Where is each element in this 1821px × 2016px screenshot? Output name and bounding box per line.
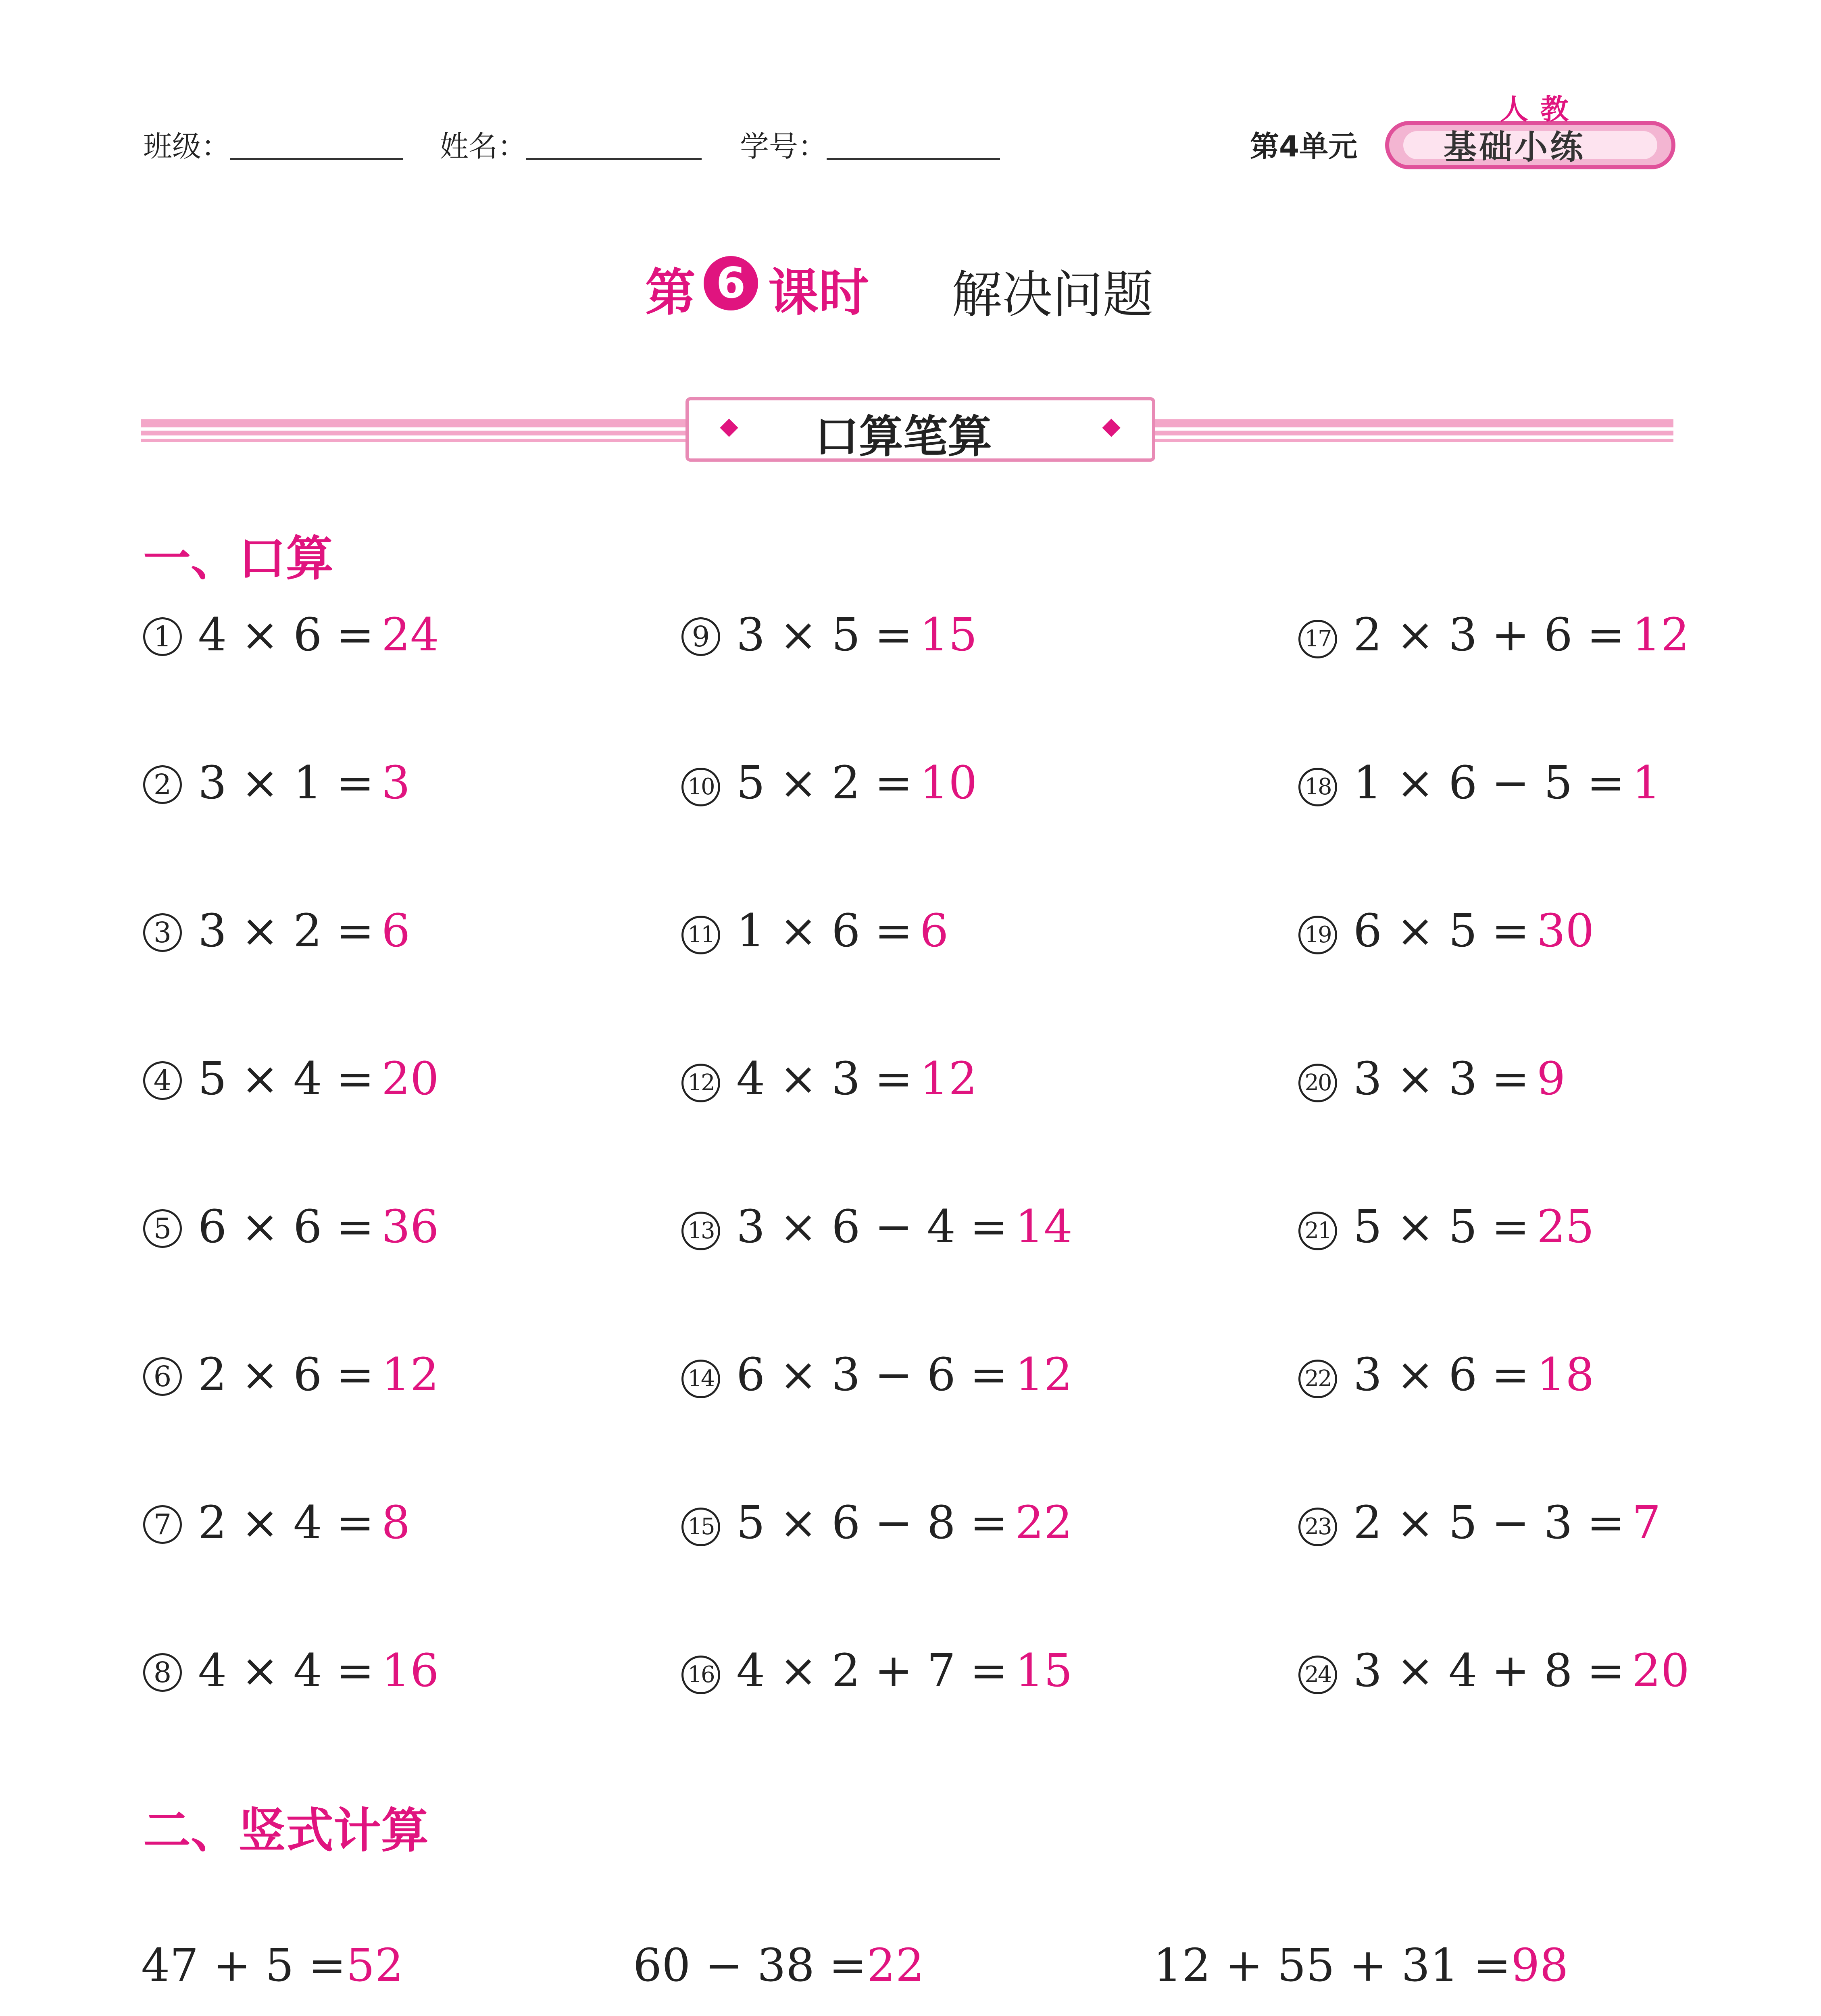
- item-number: 12: [681, 1064, 720, 1102]
- item-expression: 2 × 6 =: [198, 1349, 375, 1401]
- class-blank[interactable]: [230, 158, 403, 160]
- oral-item: [143, 1053, 439, 1105]
- item-number: 10: [681, 768, 720, 806]
- item-number: 2: [143, 765, 182, 804]
- oral-item: [1298, 1497, 1661, 1549]
- oral-item: [681, 1201, 1073, 1253]
- oral-item: [681, 1053, 977, 1105]
- item-expression: 2 × 4 =: [198, 1497, 375, 1549]
- lesson-number: 6: [704, 256, 758, 310]
- item-number: 15: [681, 1508, 720, 1546]
- item-expression: 6 × 3 − 6 =: [736, 1349, 1008, 1401]
- class-label: 班级：: [143, 129, 231, 163]
- item-number: 22: [1298, 1360, 1337, 1398]
- item-expression: 5 × 2 =: [736, 757, 913, 809]
- item-answer: 12: [381, 1349, 439, 1401]
- item-number: 5: [143, 1209, 182, 1248]
- item-expression: 4 × 2 + 7 =: [736, 1645, 1008, 1697]
- item-number: 6: [143, 1357, 182, 1396]
- oral-item: [1298, 757, 1661, 809]
- item-number: 18: [1298, 768, 1337, 806]
- item-expression: 4 × 3 =: [736, 1053, 913, 1105]
- student-id-label: 学号：: [740, 129, 827, 163]
- answer: 22: [867, 1939, 925, 1992]
- item-answer: 24: [381, 609, 439, 661]
- oral-item: [143, 905, 410, 957]
- item-answer: 3: [381, 757, 410, 809]
- equation-2: 60 − 38 =22: [633, 1939, 925, 1992]
- item-expression: 5 × 6 − 8 =: [736, 1497, 1008, 1549]
- item-expression: 3 × 3 =: [1353, 1053, 1530, 1105]
- item-answer: 20: [1632, 1645, 1690, 1697]
- item-expression: 2 × 3 + 6 =: [1353, 609, 1625, 661]
- item-number: 16: [681, 1656, 720, 1694]
- item-expression: 5 × 5 =: [1353, 1201, 1530, 1253]
- oral-item: [681, 1645, 1073, 1697]
- item-answer: 8: [381, 1497, 410, 1549]
- item-number: 7: [143, 1505, 182, 1544]
- oral-item: [143, 1645, 439, 1697]
- oral-item: [143, 1201, 439, 1253]
- answer: 98: [1511, 1939, 1569, 1992]
- item-number: 19: [1298, 916, 1337, 954]
- item-number: 14: [681, 1360, 720, 1398]
- item-number: 1: [143, 617, 182, 656]
- oral-item: [681, 1497, 1073, 1549]
- oral-item: [1298, 1053, 1565, 1105]
- item-answer: 30: [1537, 905, 1594, 957]
- banner-title: 口算笔算: [815, 411, 992, 462]
- series-title: 基础小练: [1444, 128, 1586, 167]
- item-answer: 18: [1537, 1349, 1594, 1401]
- item-answer: 15: [1015, 1645, 1073, 1697]
- item-number: 24: [1298, 1656, 1337, 1694]
- item-expression: 5 × 4 =: [198, 1053, 375, 1105]
- item-answer: 22: [1015, 1497, 1073, 1549]
- item-number: 23: [1298, 1508, 1337, 1546]
- item-number: 4: [143, 1061, 182, 1100]
- oral-item: [143, 1497, 410, 1549]
- item-number: 21: [1298, 1212, 1337, 1250]
- section-heading-vertical: 二、竖式计算: [143, 1803, 429, 1858]
- item-expression: 1 × 6 − 5 =: [1353, 757, 1625, 809]
- item-expression: 2 × 5 − 3 =: [1353, 1497, 1625, 1549]
- section-heading-oral: 一、口算: [143, 531, 334, 586]
- oral-item: [1298, 1349, 1594, 1401]
- page-title: 解决问题: [952, 266, 1153, 324]
- lesson-prefix: 第: [645, 264, 696, 322]
- oral-item: [1298, 609, 1690, 661]
- item-answer: 14: [1015, 1201, 1073, 1253]
- equation-3: 12 + 55 + 31 =98: [1153, 1939, 1569, 1992]
- item-number: 17: [1298, 620, 1337, 658]
- item-answer: 7: [1632, 1497, 1661, 1549]
- item-number: 9: [681, 617, 720, 656]
- item-expression: 3 × 5 =: [736, 609, 913, 661]
- item-answer: 10: [920, 757, 977, 809]
- oral-item: [143, 757, 410, 809]
- item-answer: 6: [381, 905, 410, 957]
- item-expression: 1 × 6 =: [736, 905, 913, 957]
- name-blank[interactable]: [526, 158, 702, 160]
- item-number: 11: [681, 916, 720, 954]
- item-answer: 9: [1537, 1053, 1566, 1105]
- oral-item: [143, 1349, 439, 1401]
- oral-item: [681, 905, 948, 957]
- item-expression: 6 × 5 =: [1353, 905, 1530, 957]
- oral-item: [681, 609, 977, 661]
- item-answer: 25: [1537, 1201, 1594, 1253]
- item-number: 3: [143, 913, 182, 952]
- oral-item: [1298, 1201, 1594, 1253]
- name-label: 姓名：: [440, 129, 527, 163]
- item-answer: 15: [920, 609, 977, 661]
- unit-label: 第4单元: [1250, 129, 1358, 163]
- item-number: 13: [681, 1212, 720, 1250]
- item-answer: 6: [920, 905, 949, 957]
- item-answer: 1: [1632, 757, 1661, 809]
- oral-item: [681, 1349, 1073, 1401]
- oral-item: [1298, 905, 1594, 957]
- item-answer: 20: [381, 1053, 439, 1105]
- item-number: 8: [143, 1653, 182, 1692]
- item-expression: 3 × 6 − 4 =: [736, 1201, 1008, 1253]
- item-expression: 3 × 6 =: [1353, 1349, 1530, 1401]
- equation-1: 47 + 5 =52: [141, 1939, 404, 1992]
- item-expression: 3 × 1 =: [198, 757, 375, 809]
- oral-item: [1298, 1645, 1690, 1697]
- item-number: 20: [1298, 1064, 1337, 1102]
- student-id-blank[interactable]: [827, 158, 1000, 160]
- oral-item: [143, 609, 439, 661]
- lesson-suffix: 课时: [768, 264, 869, 322]
- item-answer: 12: [1632, 609, 1690, 661]
- item-answer: 12: [1015, 1349, 1073, 1401]
- item-answer: 36: [381, 1201, 439, 1253]
- item-expression: 4 × 6 =: [198, 609, 375, 661]
- item-expression: 6 × 6 =: [198, 1201, 375, 1253]
- item-expression: 3 × 2 =: [198, 905, 375, 957]
- item-expression: 3 × 4 + 8 =: [1353, 1645, 1625, 1697]
- oral-item: [681, 757, 977, 809]
- item-expression: 4 × 4 =: [198, 1645, 375, 1697]
- item-answer: 12: [920, 1053, 977, 1105]
- publisher-label: 人教: [1500, 93, 1581, 126]
- answer: 52: [346, 1939, 404, 1992]
- item-answer: 16: [381, 1645, 439, 1697]
